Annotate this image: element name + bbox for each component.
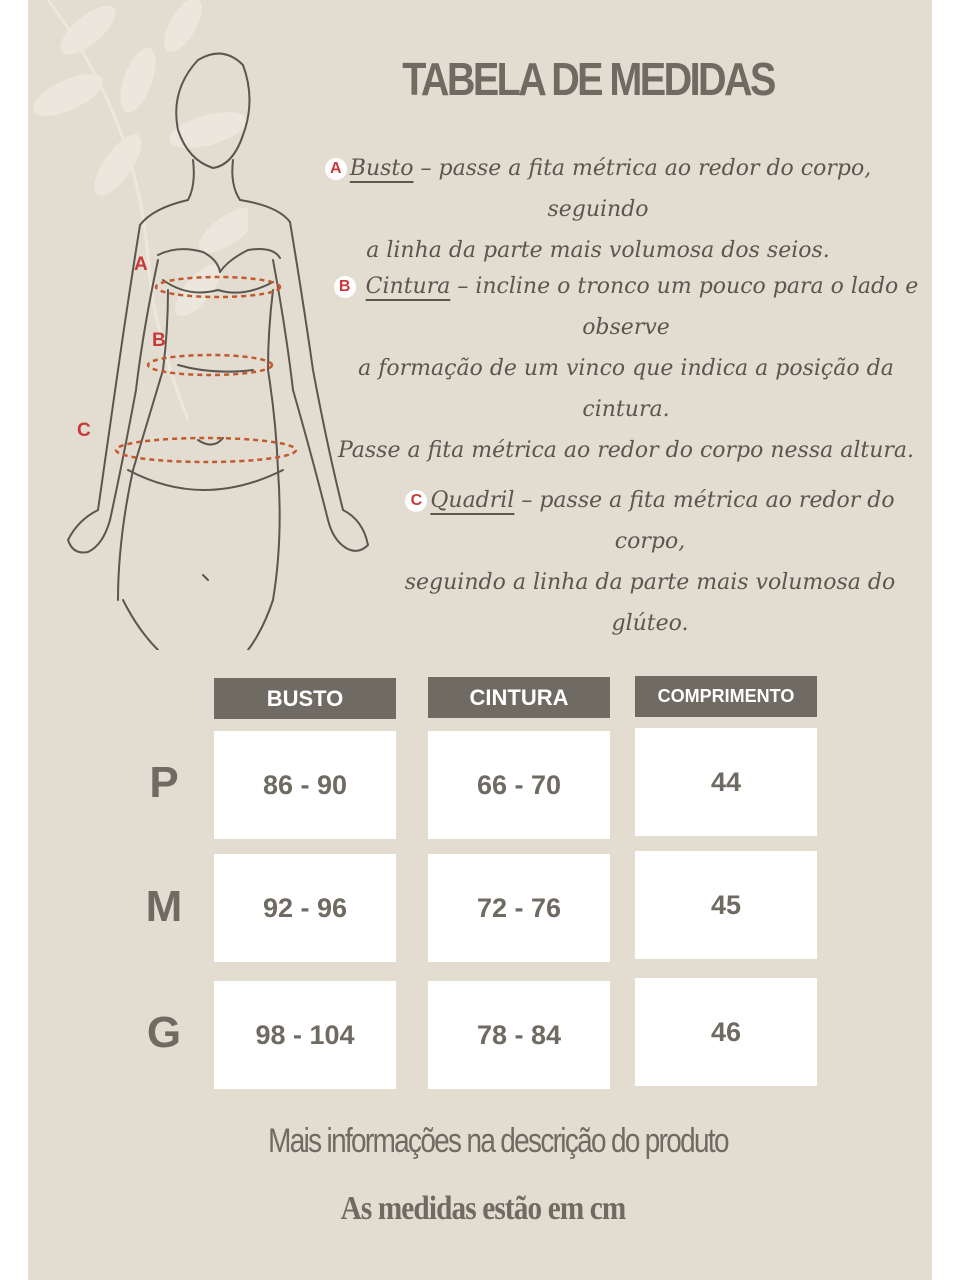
figure-label-c: C <box>77 420 91 441</box>
quadril-line2: seguindo a linha da parte mais volumosa do <box>404 570 896 595</box>
measurement-quadril <box>372 480 928 644</box>
table-cell-m-comprimento: 45 <box>635 851 817 959</box>
size-label-p: P <box>149 758 179 807</box>
size-label-m: M <box>145 882 183 931</box>
marker-c: C <box>405 490 427 512</box>
table-cell-p-comprimento: 44 <box>635 728 817 836</box>
size-label-g: G <box>146 1008 182 1057</box>
table-cell-g-busto: 98 - 104 <box>214 981 396 1089</box>
marker-b: B <box>334 276 356 298</box>
footer-units: As medidas estão em cm <box>340 1190 626 1227</box>
cintura-line2: observe <box>582 315 670 340</box>
figure-label-a: A <box>134 254 148 275</box>
header-cintura: CINTURA <box>428 677 610 718</box>
term-busto: Busto <box>349 156 414 181</box>
table-cell-p-cintura: 66 - 70 <box>428 731 610 839</box>
measurement-busto <box>278 148 918 271</box>
cintura-line4: Passe a fita métrica ao redor do corpo nessa altura. <box>337 438 915 463</box>
quadril-line1: – passe a fita métrica ao redor do corpo, <box>514 488 895 554</box>
table-cell-g-comprimento: 46 <box>635 978 817 1086</box>
cintura-line3: a formação de um vinco que indica a posição da cintura. <box>358 356 894 422</box>
figure-label-b: B <box>152 330 166 351</box>
cintura-line1: – incline o tronco um pouco para o lado e <box>450 274 919 299</box>
size-chart-page <box>28 0 932 1280</box>
quadril-line3: glúteo. <box>611 611 689 636</box>
term-cintura: Cintura <box>365 274 451 299</box>
table-cell-m-busto: 92 - 96 <box>214 854 396 962</box>
table-cell-m-cintura: 72 - 76 <box>428 854 610 962</box>
footer-info: Mais informações na descrição do produto <box>268 1122 728 1160</box>
marker-a: A <box>325 158 347 180</box>
measurement-cintura <box>324 266 928 471</box>
term-quadril: Quadril <box>430 488 515 513</box>
busto-line1: – passe a fita métrica ao redor do corpo, seguindo <box>413 156 872 222</box>
busto-line2: a linha da parte mais volumosa dos seios. <box>366 238 830 263</box>
header-busto: BUSTO <box>214 678 396 719</box>
table-cell-g-cintura: 78 - 84 <box>428 981 610 1089</box>
header-comprimento: COMPRIMENTO <box>635 676 817 717</box>
page-title: TABELA DE MEDIDAS <box>402 53 774 105</box>
table-cell-p-busto: 86 - 90 <box>214 731 396 839</box>
